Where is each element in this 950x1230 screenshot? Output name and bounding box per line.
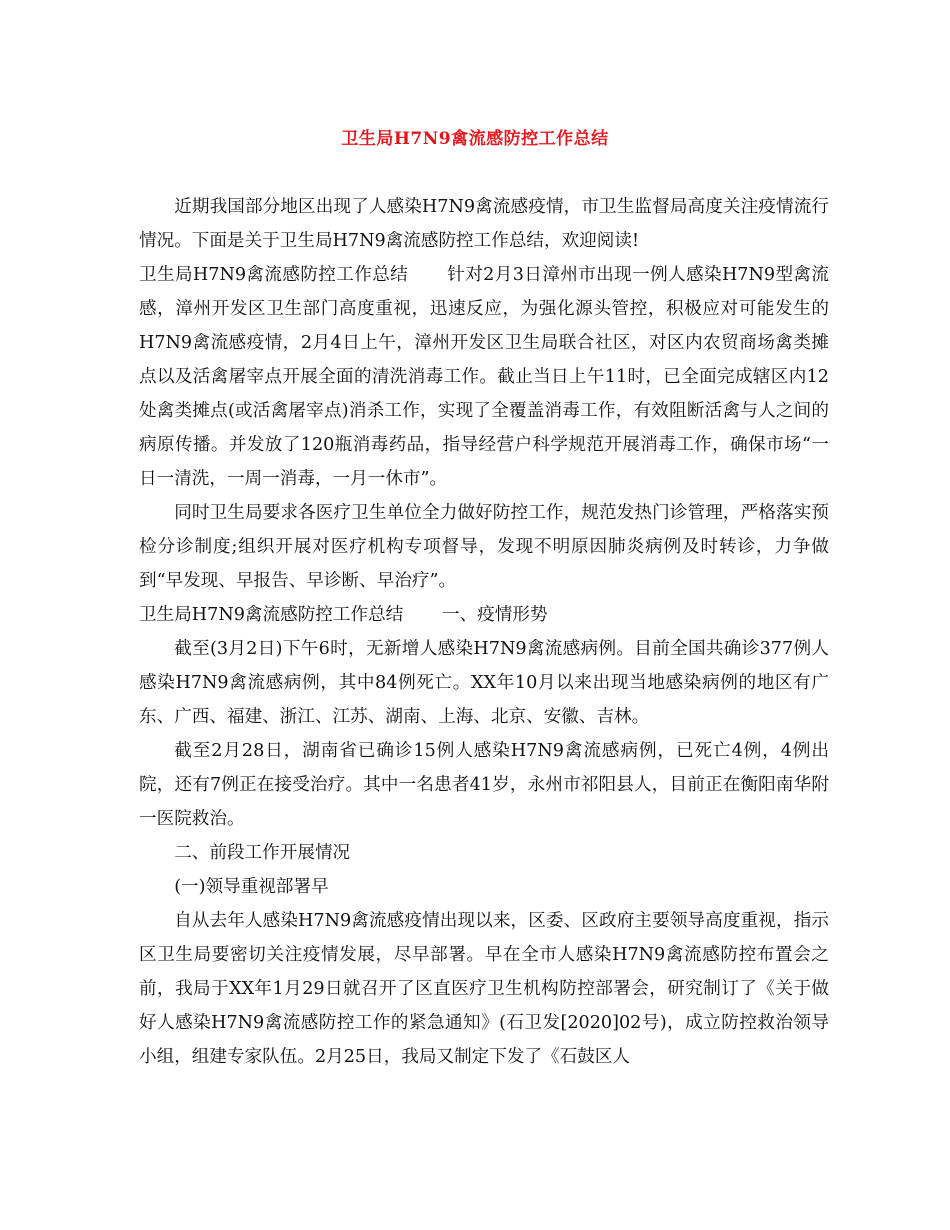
document-body: [139, 190, 829, 1074]
run-in-heading: 卫生局H7N9禽流感防控工作总结: [139, 265, 409, 285]
subsection-heading-2-1: (一)领导重视部署早: [174, 877, 329, 897]
paragraph-medical: 同时卫生局要求各医疗卫生单位全力做好防控工作，规范发热门诊管理，严格落实预检分诊制度;组织开展对医疗机构专项督导，发现不明原因肺炎病例及时转诊，力争做到“早发现、早报告、早诊断、早治疗”。: [139, 503, 829, 591]
paragraph-hunan: 截至2月28日，湖南省已确诊15例人感染H7N9禽流感病例，已死亡4例，4例出院，还有7例正在接受治疗。其中一名患者41岁，永州市祁阳县人，目前正在衡阳南华附一医院救治。: [139, 741, 829, 829]
paragraph-summary-2: [139, 598, 829, 632]
section-heading-2: 二、前段工作开展情况: [174, 843, 351, 863]
paragraph-text: 针对2月3日漳州市出现一例人感染H7N9型禽流感，漳州开发区卫生部门高度重视，迅速反应，为强化源头管控，积极应对可能发生的H7N9禽流感疫情，2月4日上午，漳州开发区卫生局联合社区，对区内农贸商场禽类摊点以及活禽屠宰点开展全面的清洗消毒工作。截止当日上午11时，已全面完成辖区内12处禽类摊点(或活禽屠宰点)消杀工作，实现了全覆盖消毒工作，有效阻断活禽与人之间的病原传播。并发放了120瓶消毒药品，指导经营户科学规范开展消毒工作，确保市场“一日一清洗，一周一消毒，一月一休市”。: [139, 265, 829, 489]
run-in-heading: 卫生局H7N9禽流感防控工作总结: [139, 605, 404, 625]
paragraph-national: 截至(3月2日)下午6时，无新增人感染H7N9禽流感病例。目前全国共确诊377例人感染H7N9禽流感病例，其中84例死亡。XX年10月以来出现当地感染病例的地区有广东、广西、福建、浙江、江苏、湖南、上海、北京、安徽、吉林。: [139, 639, 829, 727]
section-heading: 一、疫情形势: [441, 605, 548, 625]
document-title: 卫生局H7N9禽流感防控工作总结: [341, 129, 609, 149]
paragraph-summary-1: [139, 258, 829, 496]
paragraph-intro: 近期我国部分地区出现了人感染H7N9禽流感疫情，市卫生监督局高度关注疫情流行情况。下面是关于卫生局H7N9禽流感防控工作总结，欢迎阅读!: [139, 197, 829, 251]
paragraph-leadership: 自从去年人感染H7N9禽流感疫情出现以来，区委、区政府主要领导高度重视，指示区卫生局要密切关注疫情发展，尽早部署。早在全市人感染H7N9禽流感防控布置会之前，我局于XX年1月29日就召开了区直医疗卫生机构防控部署会，研究制订了《关于做好人感染H7N9禽流感防控工作的紧急通知》(石卫发[2020]02号)，成立防控救治领导小组，组建专家队伍。2月25日，我局又制定下发了《石鼓区人: [139, 911, 829, 1067]
